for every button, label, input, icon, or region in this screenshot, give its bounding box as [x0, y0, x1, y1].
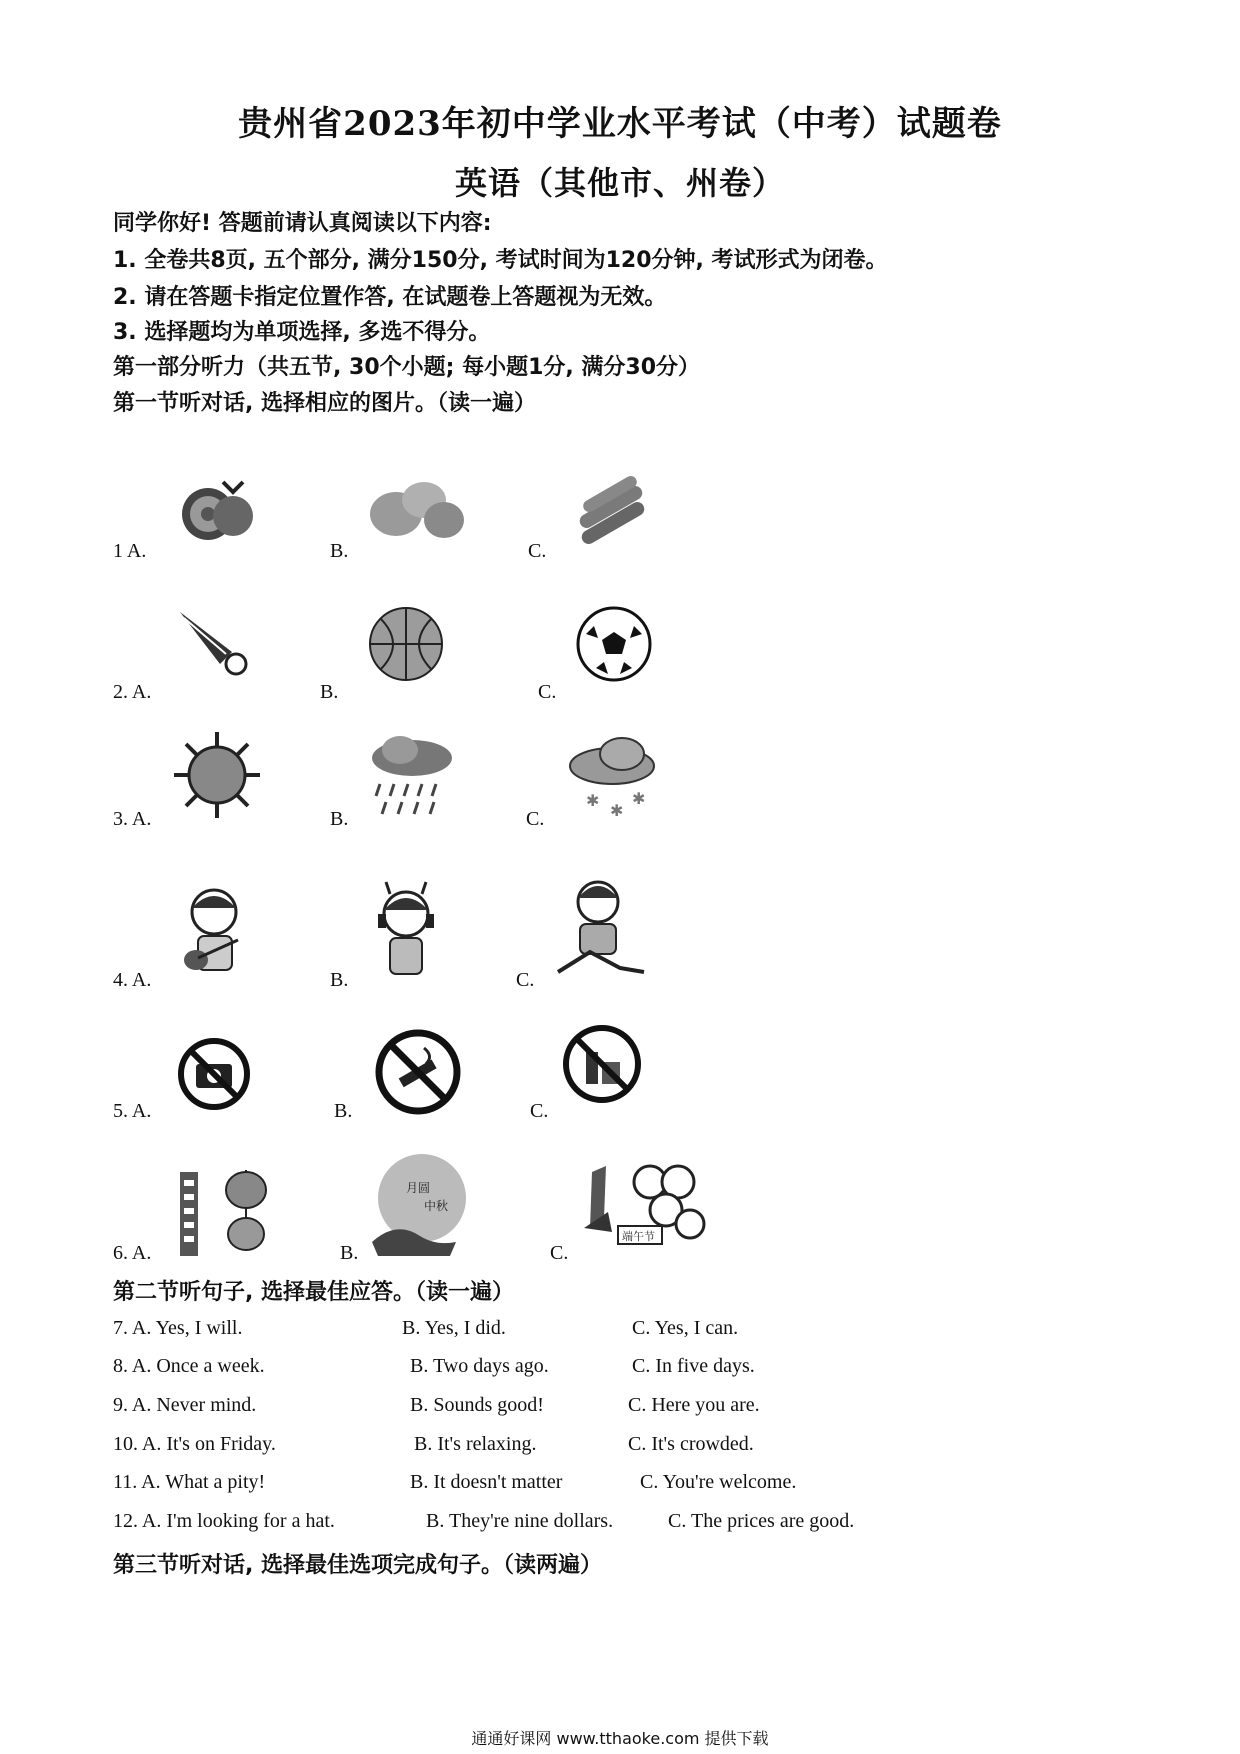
dragon-boat-icon	[578, 1158, 708, 1258]
section1-heading: 第一节听对话, 选择相应的图片。（读一遍）	[113, 391, 537, 416]
note-1: 1. 全卷共8页, 五个部分, 满分150分, 考试时间为120分钟, 考试形式为闭卷。	[113, 248, 888, 273]
part1-heading: 第一部分听力（共五节, 30个小题; 每小题1分, 满分30分）	[113, 355, 701, 380]
svg-text:✱: ✱	[586, 791, 600, 810]
notes-intro: 同学你好! 答题前请认真阅读以下内容:	[113, 211, 492, 236]
moon-text-1: 月圆	[406, 1181, 431, 1195]
q12-option-a: 12. A. I'm looking for a hat.	[113, 1510, 335, 1532]
q8-option-c: C. In five days.	[632, 1355, 755, 1377]
q9-option-a: 9. A. Never mind.	[113, 1394, 257, 1416]
q3-label-c: C.	[526, 808, 545, 830]
q1-label-c: C.	[528, 540, 547, 562]
q9-option-b: B. Sounds good!	[410, 1394, 544, 1416]
paper-subtitle: 英语（其他市、州卷）	[454, 164, 785, 202]
note-2: 2. 请在答题卡指定位置作答, 在试题卷上答题视为无效。	[113, 285, 667, 310]
football-icon	[574, 604, 654, 684]
zongzi-text: 端午节	[622, 1230, 655, 1243]
mid-autumn-icon	[366, 1150, 470, 1260]
q8-option-a: 8. A. Once a week.	[113, 1355, 265, 1377]
q7-option-b: B. Yes, I did.	[402, 1317, 506, 1339]
q6-label-b: B.	[340, 1242, 359, 1264]
sun-icon	[172, 730, 262, 820]
q1-label-b: B.	[330, 540, 349, 562]
q9-option-c: C. Here you are.	[628, 1394, 760, 1416]
girl-guitar-icon	[168, 880, 272, 984]
q12-option-b: B. They're nine dollars.	[426, 1510, 614, 1532]
moon-text-2: 中秋	[424, 1199, 449, 1213]
badminton-icon	[172, 604, 258, 676]
q10-option-c: C. It's crowded.	[628, 1433, 754, 1455]
q11-option-c: C. You're welcome.	[640, 1471, 797, 1493]
q2-label-b: B.	[320, 681, 339, 703]
q6-label-c: C.	[550, 1242, 569, 1264]
q12-option-c: C. The prices are good.	[668, 1510, 855, 1532]
footer-text: 通通好课网 www.tthaoke.com 提供下载	[471, 1729, 769, 1748]
rain-icon	[366, 728, 456, 820]
q6-label-a: 6. A.	[113, 1242, 152, 1264]
section3-heading: 第三节听对话, 选择最佳选项完成句子。（读两遍）	[113, 1553, 603, 1578]
q5-label-b: B.	[334, 1100, 353, 1122]
q3-label-b: B.	[330, 808, 349, 830]
q4-label-c: C.	[516, 969, 535, 991]
q4-label-b: B.	[330, 969, 349, 991]
paper-title: 贵州省2023年初中学业水平考试（中考）试题卷	[238, 104, 1002, 144]
q2-label-a: 2. A.	[113, 681, 152, 703]
q8-option-b: B. Two days ago.	[410, 1355, 549, 1377]
q11-option-a: 11. A. What a pity!	[113, 1471, 266, 1493]
q2-label-c: C.	[538, 681, 557, 703]
q3-label-a: 3. A.	[113, 808, 152, 830]
no-drinks-icon	[560, 1022, 644, 1106]
no-photo-icon	[176, 1036, 252, 1112]
note-3: 3. 选择题均为单项选择, 多选不得分。	[113, 320, 491, 345]
section2-heading: 第二节听句子, 选择最佳应答。（读一遍）	[113, 1280, 515, 1305]
q7-option-a: 7. A. Yes, I will.	[113, 1317, 243, 1339]
q11-option-b: B. It doesn't matter	[410, 1471, 563, 1493]
potato-icon	[366, 472, 466, 546]
svg-text:✱: ✱	[610, 801, 624, 820]
q10-option-b: B. It's relaxing.	[414, 1433, 537, 1455]
svg-text:✱: ✱	[632, 789, 646, 808]
no-smoking-icon	[374, 1028, 462, 1116]
q5-label-a: 5. A.	[113, 1100, 152, 1122]
carrot-icon	[566, 470, 656, 550]
q1-label-a: 1 A.	[113, 540, 147, 562]
basketball-icon	[366, 604, 446, 684]
q4-label-a: 4. A.	[113, 969, 152, 991]
q5-label-c: C.	[530, 1100, 549, 1122]
tomato-icon	[168, 470, 258, 546]
q10-option-a: 10. A. It's on Friday.	[113, 1433, 276, 1455]
girl-phone-icon	[364, 880, 448, 984]
snow-icon	[566, 730, 658, 820]
spring-festival-icon	[176, 1166, 276, 1260]
q7-option-c: C. Yes, I can.	[632, 1317, 739, 1339]
girl-sitting-icon	[550, 872, 646, 984]
